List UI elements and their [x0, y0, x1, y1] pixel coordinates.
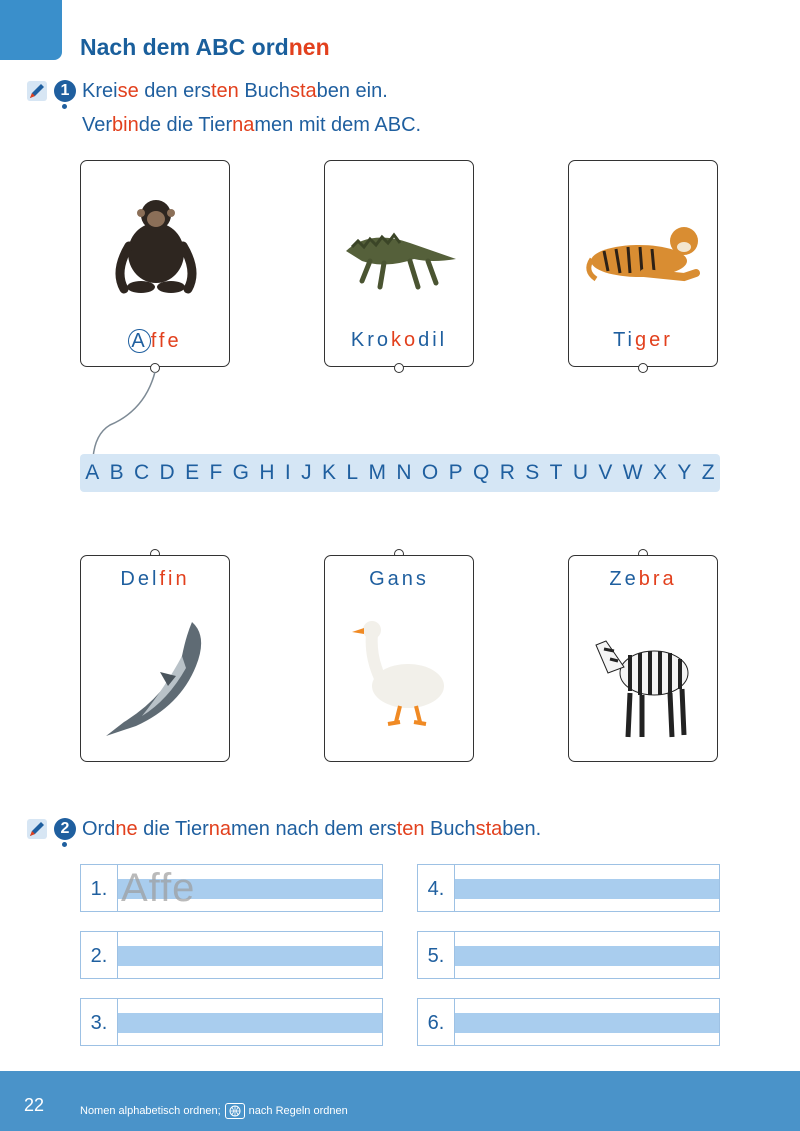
goose-image: [340, 616, 460, 731]
word-gans: Gans: [369, 568, 429, 590]
alphabet-letter-m[interactable]: M: [368, 461, 386, 484]
writing-band: [118, 1013, 382, 1033]
alphabet-letter-x[interactable]: X: [653, 461, 668, 484]
globe-icon: [225, 1103, 245, 1119]
answer-line-6[interactable]: [417, 998, 720, 1046]
alphabet-letter-j[interactable]: J: [301, 461, 312, 484]
answer-line-4[interactable]: [417, 864, 720, 912]
footer-text-after: nach Regeln ordnen: [248, 1105, 348, 1117]
card-tiger[interactable]: [568, 160, 718, 367]
answer-line-2[interactable]: [80, 931, 383, 979]
writing-band: [455, 1013, 719, 1033]
alphabet-letter-g[interactable]: G: [232, 461, 249, 484]
alphabet-letter-l[interactable]: L: [346, 461, 359, 484]
answer-line-5[interactable]: [417, 931, 720, 979]
answer-number: 2.: [81, 932, 118, 978]
alphabet-letter-a[interactable]: A: [85, 461, 100, 484]
answer-number: 5.: [418, 932, 455, 978]
alphabet-letter-z[interactable]: Z: [701, 461, 715, 484]
alphabet-letter-s[interactable]: S: [525, 461, 540, 484]
word-delfin: Delfin: [120, 568, 190, 590]
alphabet-letter-v[interactable]: V: [598, 461, 613, 484]
connector-dot-tiger[interactable]: [638, 363, 648, 373]
alphabet-letter-k[interactable]: K: [322, 461, 337, 484]
alphabet-letter-o[interactable]: O: [421, 461, 439, 484]
word-affe: A ffe: [81, 329, 229, 353]
writing-band: [455, 946, 719, 966]
alphabet-letter-h[interactable]: H: [259, 461, 275, 484]
answer-number: 4.: [418, 865, 455, 911]
task1-instruction-line1: Kreise den ersten Buchstaben ein.: [82, 80, 388, 102]
alphabet-letter-c[interactable]: C: [133, 461, 150, 484]
connector-dot-krokodil[interactable]: [394, 363, 404, 373]
footer-text-before: Nomen alphabetisch ordnen;: [80, 1105, 221, 1117]
footer-bar: [0, 1071, 800, 1131]
page-number: 22: [24, 1095, 45, 1115]
chimpanzee-image: [96, 191, 216, 296]
trace-word: Affe: [121, 866, 196, 910]
task1-instruction-line2: Verbinde die Tiernamen mit dem ABC.: [82, 114, 422, 136]
alphabet-letter-i[interactable]: I: [284, 461, 291, 484]
answer-number: 3.: [81, 999, 118, 1045]
task2-instruction: Ordne die Tiernamen nach dem ersten Buchstaben.: [82, 818, 542, 840]
writing-band: [118, 946, 382, 966]
card-zebra[interactable]: [568, 555, 718, 762]
pencil-icon: [26, 80, 48, 102]
alphabet-letter-e[interactable]: E: [185, 461, 200, 484]
task-number-1: 1: [54, 80, 76, 102]
answer-line-3[interactable]: [80, 998, 383, 1046]
alphabet-letter-q[interactable]: Q: [473, 461, 490, 484]
corner-tab: [0, 0, 62, 60]
tiger-image: [584, 211, 704, 291]
word-krokodil: Krokodil: [350, 329, 448, 351]
word-tiger: Tiger: [613, 329, 673, 351]
connection-line: [85, 370, 165, 460]
pencil-icon: [26, 818, 48, 840]
alphabet-letter-f[interactable]: F: [209, 461, 223, 484]
alphabet-letter-d[interactable]: D: [159, 461, 175, 484]
page-title: Nach dem ABC ordnen: [80, 34, 330, 60]
alphabet-strip: [80, 454, 720, 492]
answer-number: 1.: [81, 865, 118, 911]
alphabet-letter-p[interactable]: P: [448, 461, 463, 484]
alphabet-letter-b[interactable]: B: [109, 461, 124, 484]
alphabet-letter-w[interactable]: W: [622, 461, 643, 484]
card-gans[interactable]: [324, 555, 474, 762]
zebra-image: [584, 611, 704, 746]
card-delfin[interactable]: [80, 555, 230, 762]
alphabet-letter-y[interactable]: Y: [677, 461, 692, 484]
alphabet-letter-n[interactable]: N: [396, 461, 412, 484]
card-affe[interactable]: [80, 160, 230, 367]
writing-band: [455, 879, 719, 899]
task-number-2: 2: [54, 818, 76, 840]
answer-line-1[interactable]: [80, 864, 383, 912]
card-krokodil[interactable]: [324, 160, 474, 367]
alphabet-letter-r[interactable]: R: [499, 461, 515, 484]
dolphin-image: [96, 616, 216, 741]
crocodile-image: [340, 211, 460, 301]
alphabet-letter-t[interactable]: T: [549, 461, 563, 484]
word-zebra: Zebra: [609, 568, 677, 590]
alphabet-letter-u[interactable]: U: [572, 461, 589, 484]
footer-caption: [80, 1103, 348, 1119]
answer-number: 6.: [418, 999, 455, 1045]
